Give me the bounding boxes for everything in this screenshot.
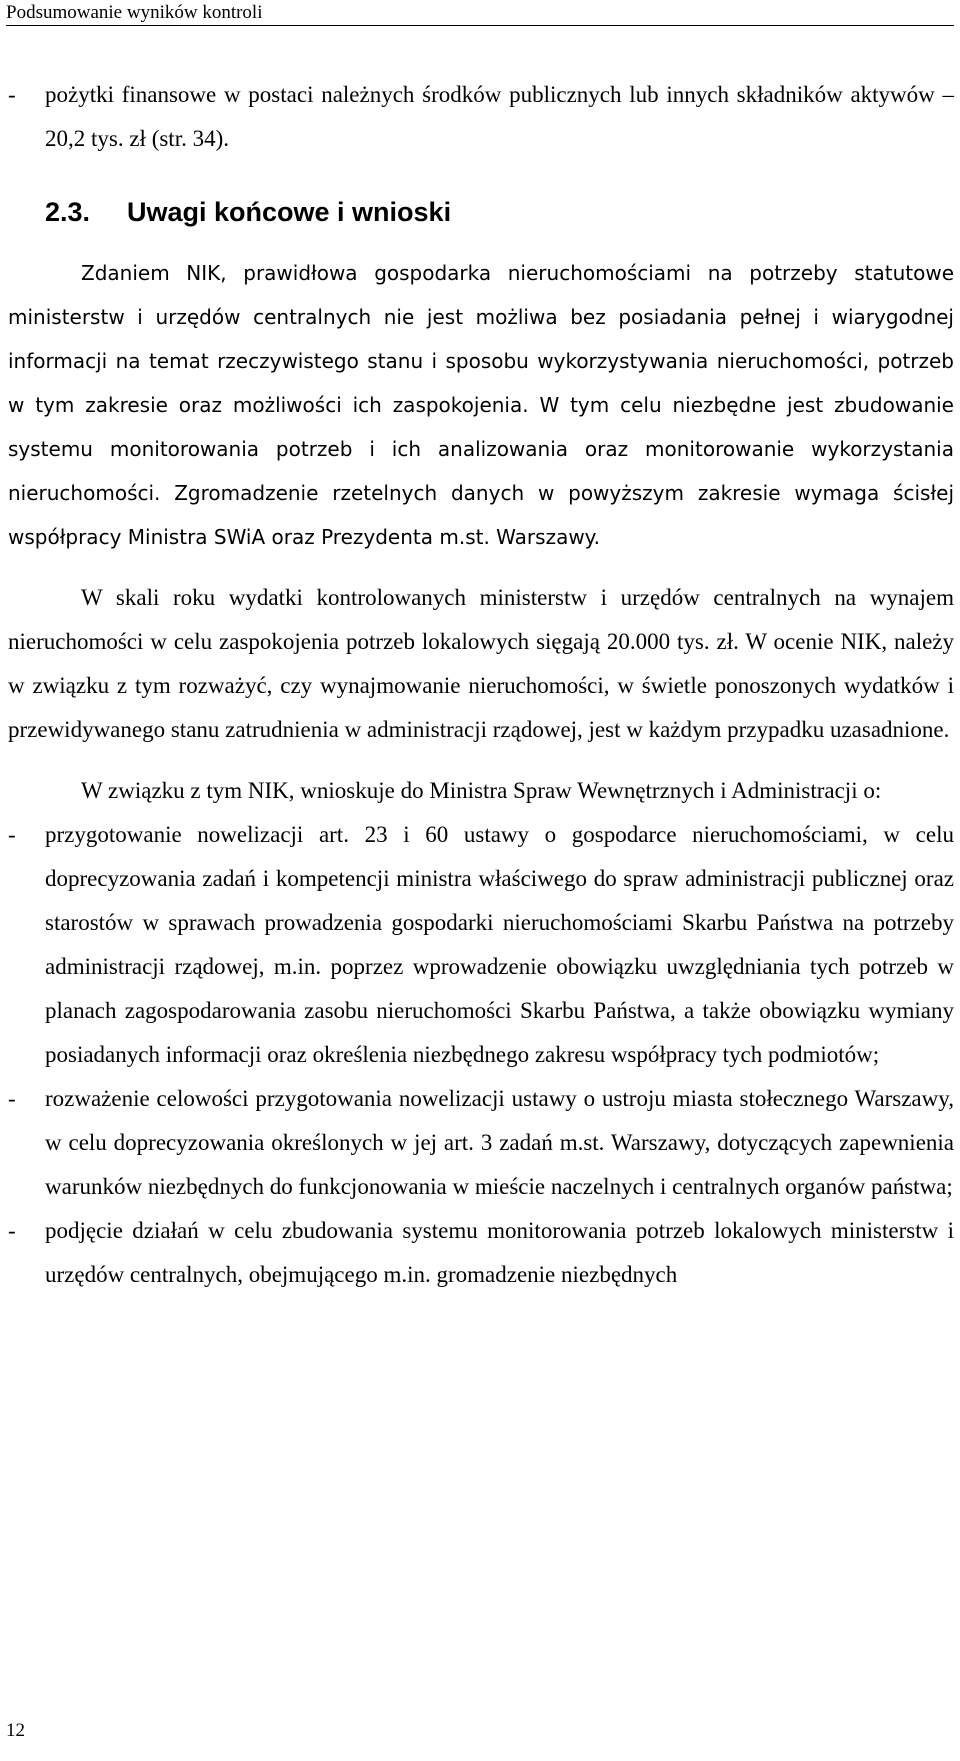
list-dash: - xyxy=(8,82,16,107)
page-content xyxy=(8,73,954,1297)
list-item-text: pożytki finansowe w postaci należnych środków publicznych lub innych składników aktywów – 20,2 tys. zł (str. 34). xyxy=(45,82,954,151)
list-item xyxy=(8,1209,954,1297)
list-item xyxy=(8,813,954,1077)
paragraph: W skali roku wydatki kontrolowanych ministerstw i urzędów centralnych na wynajem nieruchomości w celu zaspokojenia potrzeb lokalowych sięgają 20.000 tys. zł. W ocenie NIK, należy w związku z tym rozważyć, czy wynajmowanie nieruchomości, w świetle ponoszonych wydatków i przewidywanego stanu zatrudnienia w administracji rządowej, jest w każdym przypadku uzasadnione. xyxy=(8,585,954,742)
page-number: 12 xyxy=(6,1720,25,1741)
section-title: Uwagi końcowe i wnioski xyxy=(127,197,452,227)
list-dash: - xyxy=(8,822,16,847)
section-heading xyxy=(8,190,954,234)
paragraph: W związku z tym NIK, wnioskuje do Ministra Spraw Wewnętrznych i Administracji o: xyxy=(81,778,882,803)
list-item-text: przygotowanie nowelizacji art. 23 i 60 ustawy o gospodarce nieruchomościami, w celu doprecyzowania zadań i kompetencji ministra właściwego do spraw administracji publicznej oraz starostów w sprawach prowadzenia gospodarki nieruchomościami Skarbu Państwa na potrzeby administracji rządowej, m.in. poprzez wprowadzenie obowiązku uwzględniania tych potrzeb w planach zagospodarowania zasobu nieruchomości Skarbu Państwa, a także obowiązku wymiany posiadanych informacji oraz określenia niezbędnego zakresu współpracy tych podmiotów; xyxy=(45,822,954,1067)
running-header: Podsumowanie wyników kontroli xyxy=(6,2,263,23)
paragraph: Zdaniem NIK, prawidłowa gospodarka nieruchomościami na potrzeby statutowe ministerstw i urzędów centralnych nie jest możliwa bez posiadania pełnej i wiarygodnej informacji na temat rzeczywistego stanu i sposobu wykorzystywania nieruchomości, potrzeb w tym zakresie oraz możliwości ich zaspokojenia. W tym celu niezbędne jest zbudowanie systemu monitorowania potrzeb i ich analizowania oraz monitorowanie wykorzystania nieruchomości. Zgromadzenie rzetelnych danych w powyższym zakresie wymaga ścisłej współpracy Ministra SWiA oraz Prezydenta m.st. Warszawy. xyxy=(8,261,954,549)
list-dash: - xyxy=(8,1086,16,1111)
header-rule xyxy=(6,25,954,26)
section-number: 2.3. xyxy=(45,197,91,227)
list-item xyxy=(8,1077,954,1209)
list-item-text: podjęcie działań w celu zbudowania systemu monitorowania potrzeb lokalowych ministerstw i urzędów centralnych, obejmującego m.in. gromadzenie niezbędnych xyxy=(45,1218,954,1287)
list-dash: - xyxy=(8,1218,16,1243)
list-item-text: rozważenie celowości przygotowania nowelizacji ustawy o ustroju miasta stołecznego Warszawy, w celu doprecyzowania określonych w jej art. 3 zadań m.st. Warszawy, dotyczących zapewnienia warunków niezbędnych do funkcjonowania w mieście naczelnych i centralnych organów państwa; xyxy=(45,1086,954,1199)
list-item xyxy=(8,73,954,161)
